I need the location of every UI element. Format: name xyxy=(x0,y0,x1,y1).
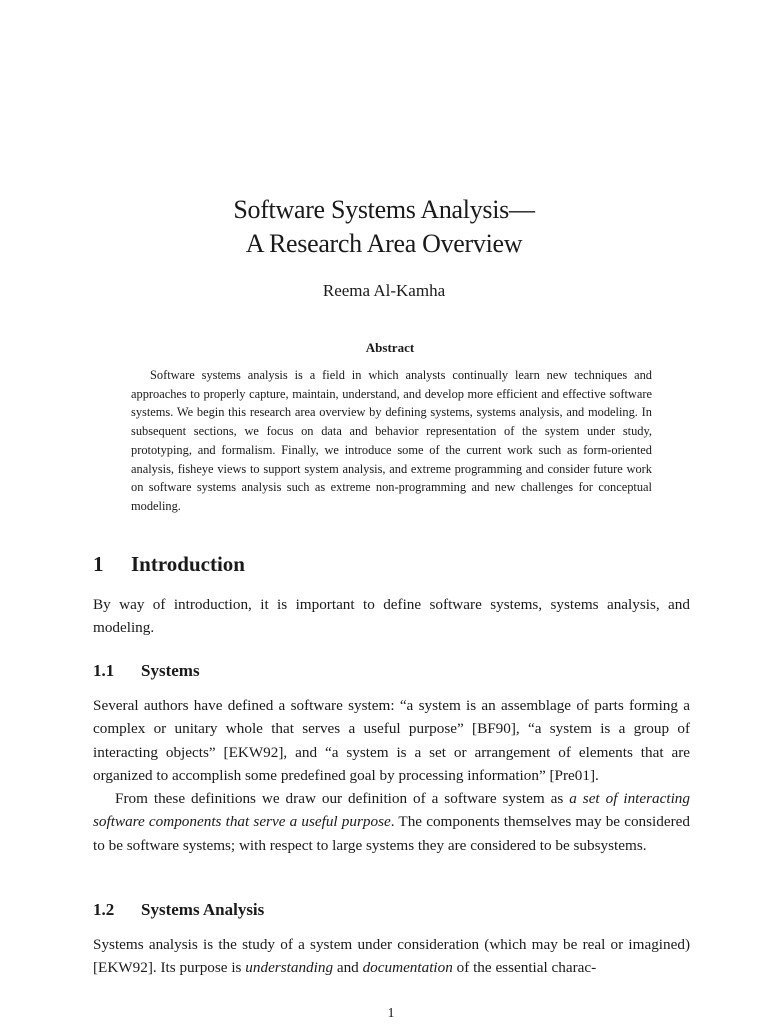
subsection-title: Systems Analysis xyxy=(141,900,265,919)
systems-analysis-paragraph xyxy=(93,933,690,980)
paper-title xyxy=(0,193,768,261)
abstract-heading: Abstract xyxy=(365,340,415,355)
abstract-text: Software systems analysis is a field in which analysts continually learn new techniques and approaches to properly capture, maintain, understand, and develop more efficient and effective software systems. We begin this research area overview by defining systems, systems analysis, and modeling. In subsequent sections, we focus on data and behavior representation of the system under study, prototyping, and formalism. Finally, we introduce some of the current work such as form-oriented analysis, fisheye views to support system analysis, and extreme programming and consider future work on software systems analysis such as extreme non-programming and new challenges for conceptual modeling. xyxy=(131,368,652,513)
systems-paragraph-1: Several authors have defined a software system: “a system is an assemblage of parts forming a complex or unitary whole that serves a useful purpose” [BF90], “a system is a group of interacting objects” [EKW92], and “a system is a set or arrangement of elements that are organized to accomplish some predefined goal by processing information” [Pre01]. xyxy=(93,697,690,784)
emphasis-definition: a set of interacting software components that serve a useful purpose xyxy=(93,790,690,831)
section-title: Introduction xyxy=(131,552,245,576)
author-name: Reema Al-Kamha xyxy=(322,281,446,300)
title-line-2: A Research Area Overview xyxy=(245,229,523,258)
subsection-heading-systems-analysis xyxy=(93,899,264,921)
section-number: 1 xyxy=(93,552,104,576)
para-text: Systems analysis is the study of a system under consideration (which may be real or imagined) [EKW92]. Its purpose is xyxy=(93,936,690,977)
subsection-number: 1.2 xyxy=(93,900,115,919)
emphasis-documentation: documentation xyxy=(362,959,453,977)
para-text: of the essential charac- xyxy=(452,959,597,977)
para-text: From these definitions we draw our definition of a software system as xyxy=(115,790,570,807)
para-text: . The components themselves may be considered to be software systems; with respect to large systems they are considered to be subsystems. xyxy=(93,813,690,854)
page-number: 1 xyxy=(387,1006,395,1021)
subsection-title: Systems xyxy=(141,661,200,680)
section-heading-introduction xyxy=(93,551,245,577)
subsection-number: 1.1 xyxy=(93,661,115,680)
emphasis-understanding: understanding xyxy=(245,959,334,977)
introduction-paragraph: By way of introduction, it is important to define software systems, systems analysis, and modeling. xyxy=(93,596,690,637)
subsection-heading-systems xyxy=(93,660,200,682)
systems-paragraph-2 xyxy=(93,787,690,857)
para-text: and xyxy=(333,959,363,977)
title-line-1: Software Systems Analysis— xyxy=(233,195,535,224)
